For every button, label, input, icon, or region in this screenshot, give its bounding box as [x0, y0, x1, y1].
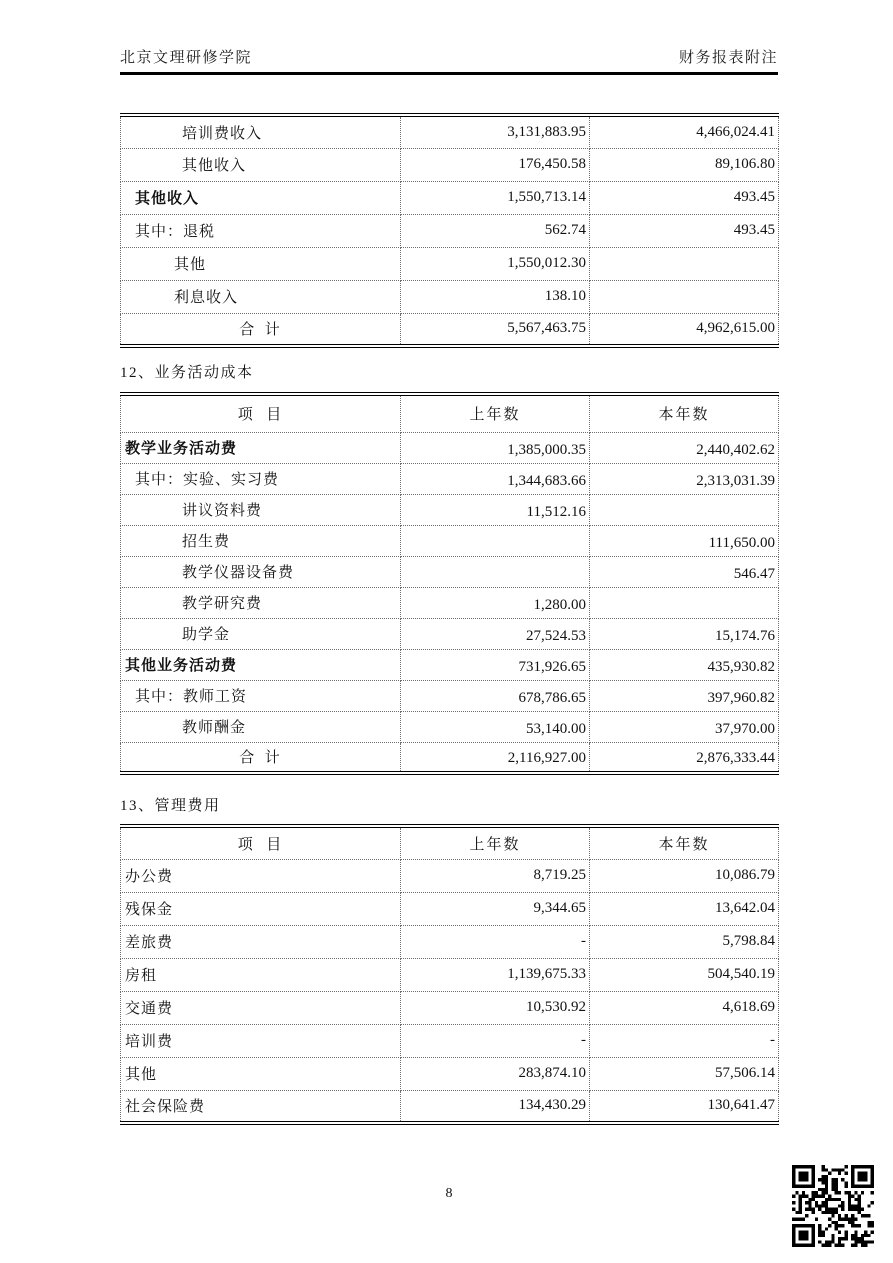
- admin-expense-table: [120, 824, 779, 1125]
- table-row: [121, 247, 779, 280]
- income-detail-table: [120, 113, 779, 348]
- prev-year-value: 562.74: [401, 214, 590, 247]
- current-year-value: 130,641.47: [590, 1090, 779, 1123]
- table-row: [121, 1057, 779, 1090]
- prev-year-value: 283,874.10: [401, 1057, 590, 1090]
- prev-year-value: 9,344.65: [401, 892, 590, 925]
- row-item-label: 招生费: [121, 525, 401, 556]
- row-item-label: 交通费: [121, 991, 401, 1024]
- row-item-label: 合 计: [121, 742, 401, 773]
- prev-year-value: 176,450.58: [401, 148, 590, 181]
- current-year-value: 4,466,024.41: [590, 115, 779, 148]
- row-item-label: 其中：实验、实习费: [121, 463, 401, 494]
- table-row: [121, 680, 779, 711]
- table-row: [121, 494, 779, 525]
- current-year-value: 37,970.00: [590, 711, 779, 742]
- current-year-value: 2,440,402.62: [590, 432, 779, 463]
- row-item-label: 合 计: [121, 313, 401, 346]
- current-year-value: 4,962,615.00: [590, 313, 779, 346]
- page-header: [120, 46, 778, 75]
- table-row: [121, 313, 779, 346]
- row-item-label: 房租: [121, 958, 401, 991]
- prev-year-value: -: [401, 1024, 590, 1057]
- table-row: [121, 892, 779, 925]
- prev-year-value: 5,567,463.75: [401, 313, 590, 346]
- table-row: [121, 556, 779, 587]
- qr-code-icon: [792, 1164, 874, 1248]
- header-doc-title: 财务报表附注: [678, 50, 778, 66]
- current-year-value: 2,876,333.44: [590, 742, 779, 773]
- prev-year-value: 134,430.29: [401, 1090, 590, 1123]
- current-year-value: 15,174.76: [590, 618, 779, 649]
- prev-year-value: 1,550,012.30: [401, 247, 590, 280]
- current-year-value: 13,642.04: [590, 892, 779, 925]
- current-year-value: 111,650.00: [590, 525, 779, 556]
- prev-year-value: 138.10: [401, 280, 590, 313]
- row-item-label: 教学研究费: [121, 587, 401, 618]
- row-item-label: 教学业务活动费: [121, 432, 401, 463]
- current-year-value: 5,798.84: [590, 925, 779, 958]
- col-header-prev-year: 上年数: [401, 394, 590, 432]
- prev-year-value: 1,280.00: [401, 587, 590, 618]
- prev-year-value: 1,385,000.35: [401, 432, 590, 463]
- col-header-item: 项 目: [121, 394, 401, 432]
- table-row: [121, 618, 779, 649]
- current-year-value: 89,106.80: [590, 148, 779, 181]
- table-row: [121, 115, 779, 148]
- current-year-value: 397,960.82: [590, 680, 779, 711]
- row-item-label: 利息收入: [121, 280, 401, 313]
- current-year-value: -: [590, 1024, 779, 1057]
- prev-year-value: 2,116,927.00: [401, 742, 590, 773]
- current-year-value: 57,506.14: [590, 1057, 779, 1090]
- current-year-value: 4,618.69: [590, 991, 779, 1024]
- table-row: [121, 1024, 779, 1057]
- prev-year-value: 678,786.65: [401, 680, 590, 711]
- row-item-label: 办公费: [121, 859, 401, 892]
- table-row: [121, 859, 779, 892]
- row-item-label: 其他收入: [121, 148, 401, 181]
- current-year-value: [590, 247, 779, 280]
- prev-year-value: 731,926.65: [401, 649, 590, 680]
- table-row: [121, 181, 779, 214]
- prev-year-value: 3,131,883.95: [401, 115, 590, 148]
- prev-year-value: 11,512.16: [401, 494, 590, 525]
- row-item-label: 培训费: [121, 1024, 401, 1057]
- prev-year-value: 53,140.00: [401, 711, 590, 742]
- current-year-value: [590, 494, 779, 525]
- table-row: [121, 587, 779, 618]
- prev-year-value: 1,550,713.14: [401, 181, 590, 214]
- row-item-label: 其他收入: [121, 181, 401, 214]
- prev-year-value: 1,139,675.33: [401, 958, 590, 991]
- row-item-label: 残保金: [121, 892, 401, 925]
- table-row: [121, 432, 779, 463]
- header-school-name: 北京文理研修学院: [120, 50, 253, 66]
- prev-year-value: 1,344,683.66: [401, 463, 590, 494]
- prev-year-value: 27,524.53: [401, 618, 590, 649]
- current-year-value: 10,086.79: [590, 859, 779, 892]
- prev-year-value: [401, 525, 590, 556]
- section-12-title: 12、业务活动成本: [120, 365, 254, 381]
- table-row: [121, 925, 779, 958]
- section-13-title: 13、管理费用: [120, 798, 221, 814]
- current-year-value: 2,313,031.39: [590, 463, 779, 494]
- row-item-label: 其中：教师工资: [121, 680, 401, 711]
- row-item-label: 差旅费: [121, 925, 401, 958]
- table-header-row: [121, 826, 779, 859]
- row-item-label: 其他: [121, 247, 401, 280]
- current-year-value: [590, 280, 779, 313]
- row-item-label: 社会保险费: [121, 1090, 401, 1123]
- table-row: [121, 525, 779, 556]
- col-header-prev-year: 上年数: [401, 826, 590, 859]
- page-number: 8: [445, 1186, 453, 1201]
- row-item-label: 教师酬金: [121, 711, 401, 742]
- table-row: [121, 463, 779, 494]
- row-item-label: 教学仪器设备费: [121, 556, 401, 587]
- table-row: [121, 1090, 779, 1123]
- business-activity-cost-table: [120, 392, 779, 775]
- current-year-value: 493.45: [590, 181, 779, 214]
- table-row: [121, 649, 779, 680]
- current-year-value: 435,930.82: [590, 649, 779, 680]
- col-header-current-year: 本年数: [590, 394, 779, 432]
- row-item-label: 助学金: [121, 618, 401, 649]
- row-item-label: 其他业务活动费: [121, 649, 401, 680]
- row-item-label: 讲议资料费: [121, 494, 401, 525]
- table-row: [121, 742, 779, 773]
- table-row: [121, 711, 779, 742]
- table-row: [121, 958, 779, 991]
- current-year-value: [590, 587, 779, 618]
- table-row: [121, 280, 779, 313]
- col-header-current-year: 本年数: [590, 826, 779, 859]
- col-header-item: 项 目: [121, 826, 401, 859]
- row-item-label: 培训费收入: [121, 115, 401, 148]
- prev-year-value: 10,530.92: [401, 991, 590, 1024]
- current-year-value: 493.45: [590, 214, 779, 247]
- prev-year-value: 8,719.25: [401, 859, 590, 892]
- current-year-value: 546.47: [590, 556, 779, 587]
- row-item-label: 其中：退税: [121, 214, 401, 247]
- table-row: [121, 991, 779, 1024]
- prev-year-value: [401, 556, 590, 587]
- row-item-label: 其他: [121, 1057, 401, 1090]
- table-row: [121, 214, 779, 247]
- current-year-value: 504,540.19: [590, 958, 779, 991]
- prev-year-value: -: [401, 925, 590, 958]
- table-row: [121, 148, 779, 181]
- table-header-row: [121, 394, 779, 432]
